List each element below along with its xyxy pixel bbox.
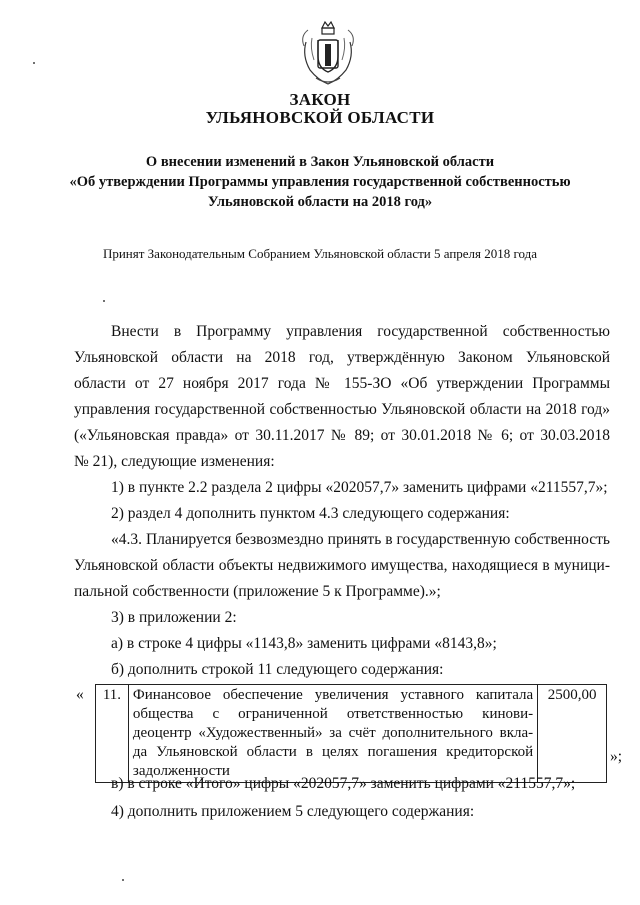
scan-speck bbox=[122, 879, 124, 881]
table-row bbox=[96, 685, 607, 783]
row-description-line: да Ульяновской области в целях погашения кредиторской bbox=[132, 744, 534, 760]
table-open-quote: « bbox=[76, 686, 84, 703]
intro-line-3: области от 27 ноября 2017 года № 155-ЗО «Об утверждении Программы bbox=[74, 375, 610, 392]
subject-line-3: Ульяновской области на 2018 год» bbox=[207, 194, 433, 210]
item-1: 1) в пункте 2.2 раздела 2 цифры «202057,7» заменить цифрами «211557,7»; bbox=[111, 479, 608, 496]
law-title: ЗАКОН bbox=[289, 90, 351, 109]
point-4-3-line-2: Ульяновской области объекты недвижимого имущества, находящиеся в муници- bbox=[74, 557, 610, 574]
item-3: 3) в приложении 2: bbox=[111, 609, 237, 626]
row-description-line: Финансовое обеспечение увеличения уставного капитала bbox=[132, 687, 534, 703]
scan-speck bbox=[103, 300, 105, 302]
row-description-line: задолженности bbox=[132, 763, 230, 779]
subject-line-1: О внесении изменений в Закон Ульяновской области bbox=[145, 154, 495, 170]
row-description-line: общества с ограниченной ответственностью кинови- bbox=[132, 706, 534, 722]
row-number: 11. bbox=[96, 685, 129, 783]
point-4-3-line-1: «4.3. Планируется безвозмездно принять в государственную собственность bbox=[111, 531, 610, 548]
inserted-row-table bbox=[95, 684, 607, 783]
intro-line-2: Ульяновской области на 2018 год, утверждённую Законом Ульяновской bbox=[74, 349, 610, 366]
intro-line-5: («Ульяновская правда» от 30.11.2017 № 89; от 30.01.2018 № 6; от 30.03.2018 bbox=[74, 427, 610, 444]
row-description-line: деоцентр «Художественный» за счёт дополнительного вкла- bbox=[132, 725, 534, 741]
law-region: УЛЬЯНОВСКОЙ ОБЛАСТИ bbox=[205, 108, 435, 127]
intro-line-1: Внести в Программу управления государственной собственностью bbox=[111, 323, 610, 340]
item-3v: в) в строке «Итого» цифры «202057,7» заменить цифрами «211557,7»; bbox=[111, 775, 576, 792]
scan-speck bbox=[33, 62, 35, 64]
intro-line-4: управления государственной собственностью Ульяновской области на 2018 год» bbox=[74, 401, 610, 418]
item-3b: б) дополнить строкой 11 следующего содержания: bbox=[111, 661, 444, 678]
table-close-quote: »; bbox=[610, 748, 623, 765]
adoption-note: Принят Законодательным Собранием Ульяновской области 5 апреля 2018 года bbox=[102, 246, 538, 261]
subject-line-2: «Об утверждении Программы управления государственной собственностью bbox=[69, 174, 571, 190]
row-amount: 2500,00 bbox=[538, 685, 607, 783]
row-description bbox=[128, 685, 537, 783]
item-3a: а) в строке 4 цифры «1143,8» заменить цифрами «8143,8»; bbox=[111, 635, 497, 652]
point-4-3-line-3: пальной собственности (приложение 5 к Программе).»; bbox=[74, 583, 441, 600]
coat-of-arms-icon bbox=[296, 16, 360, 88]
intro-line-6: № 21), следующие изменения: bbox=[74, 453, 275, 470]
item-2: 2) раздел 4 дополнить пунктом 4.3 следующего содержания: bbox=[111, 505, 510, 522]
item-4: 4) дополнить приложением 5 следующего содержания: bbox=[111, 803, 475, 820]
